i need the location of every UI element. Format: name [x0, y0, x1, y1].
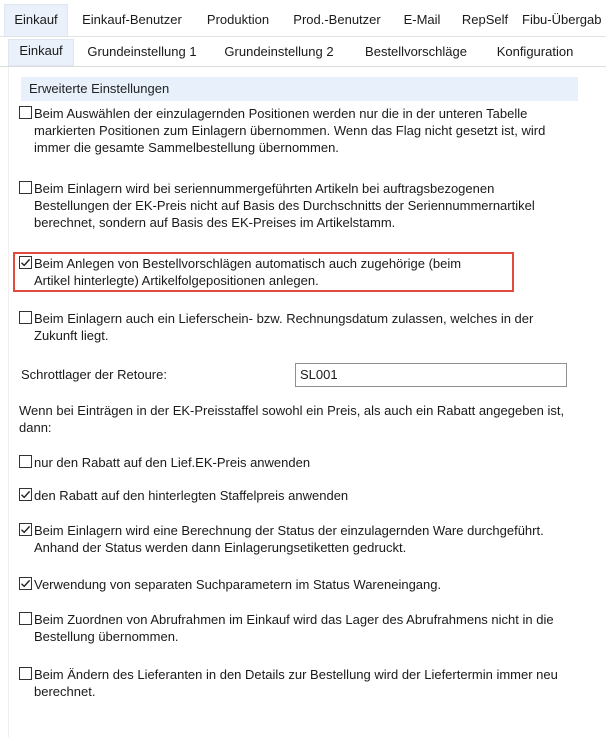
subtab-einkauf[interactable]: Einkauf — [8, 39, 74, 66]
option-row[interactable] — [19, 576, 567, 593]
tab-email[interactable]: E-Mail — [403, 12, 441, 27]
tab-produktion[interactable]: Produktion — [206, 12, 270, 27]
option-row[interactable] — [19, 454, 567, 471]
checkmark-icon — [20, 524, 31, 535]
tab-einkauf-benutzer[interactable]: Einkauf-Benutzer — [82, 12, 182, 27]
checkbox[interactable] — [19, 455, 32, 468]
checkbox[interactable] — [19, 523, 32, 536]
checkmark-icon — [20, 489, 31, 500]
subtab-grundeinstellung-1[interactable]: Grundeinstellung 1 — [87, 44, 197, 59]
option-label: Beim Ändern des Lieferanten in den Details zur Bestellung wird der Liefertermin immer neu berechnet. — [34, 667, 558, 699]
option-label: Verwendung von separaten Suchparametern im Status Wareneingang. — [34, 577, 442, 592]
option-label: Beim Einlagern wird bei seriennummergeführten Artikeln bei auftragsbezogenen Bestellungen der EK-Preis nicht auf Basis des Durchschnitts der Seriennummernartikel berechnet, sondern auf Basis des EK-Preises im Artikelstamm. — [34, 181, 535, 230]
sub-tab-bar — [0, 37, 606, 67]
tab-einkauf[interactable]: Einkauf — [4, 4, 68, 36]
subtab-bestellvorschlaege[interactable]: Bestellvorschläge — [365, 44, 467, 59]
option-row[interactable] — [19, 105, 567, 156]
checkmark-icon — [20, 578, 31, 589]
checkbox[interactable] — [19, 311, 32, 324]
section-header: Erweiterte Einstellungen — [21, 77, 578, 101]
tab-repself[interactable]: RepSelf — [461, 12, 509, 27]
option-row[interactable] — [19, 180, 567, 231]
top-tab-bar — [0, 0, 606, 37]
option-label: Beim Anlegen von Bestellvorschlägen automatisch auch zugehörige (beim Artikel hinterlegte) Artikelfolgepositionen anlegen. — [34, 256, 462, 288]
option-label: Beim Zuordnen von Abrufrahmen im Einkauf wird das Lager des Abrufrahmens nicht in die Bestellung übernommen. — [34, 612, 554, 644]
tab-prod-benutzer[interactable]: Prod.-Benutzer — [293, 12, 381, 27]
subtab-konfiguration[interactable]: Konfiguration — [496, 44, 574, 59]
subtab-grundeinstellung-2[interactable]: Grundeinstellung 2 — [224, 44, 334, 59]
checkbox[interactable] — [19, 612, 32, 625]
option-row[interactable] — [19, 487, 567, 504]
option-label: Beim Einlagern auch ein Lieferschein- bzw. Rechnungsdatum zulassen, welches in der Zukunft liegt. — [34, 311, 534, 343]
checkbox[interactable] — [19, 106, 32, 119]
option-label: nur den Rabatt auf den Lief.EK-Preis anwenden — [34, 455, 311, 470]
checkbox[interactable] — [19, 488, 32, 501]
option-row[interactable] — [19, 310, 567, 344]
retoure-input[interactable]: SL001 — [295, 363, 567, 387]
option-label: Beim Einlagern wird eine Berechnung der Status der einzulagernden Ware durchgeführt. Anhand der Status werden dann Einlagerungsetiketten gedruckt. — [34, 523, 544, 555]
option-row[interactable] — [19, 611, 567, 645]
checkbox[interactable] — [19, 181, 32, 194]
checkmark-icon — [20, 257, 31, 268]
option-label: Beim Auswählen der einzulagernden Positionen werden nur die in der unteren Tabelle markierten Positionen zum Einlagern übernommen. Wenn das Flag nicht gesetzt ist, wird immer die gesamte Sammelbestellung übernommen. — [34, 106, 546, 155]
retoure-label: Schrottlager der Retoure: — [21, 367, 167, 382]
option-label: den Rabatt auf den hinterlegten Staffelpreis anwenden — [34, 488, 349, 503]
checkbox[interactable] — [19, 577, 32, 590]
option-row[interactable] — [19, 522, 567, 556]
option-row[interactable] — [19, 666, 567, 700]
checkbox[interactable] — [19, 667, 32, 680]
discount-intro-text: Wenn bei Einträgen in der EK-Preisstaffel sowohl ein Preis, als auch ein Rabatt angegeben ist, dann: — [19, 403, 565, 435]
checkbox[interactable] — [19, 256, 32, 269]
option-row[interactable] — [19, 255, 499, 289]
settings-panel — [8, 67, 606, 737]
tab-fibu-uebergabe[interactable]: Fibu-Übergab — [522, 12, 602, 27]
